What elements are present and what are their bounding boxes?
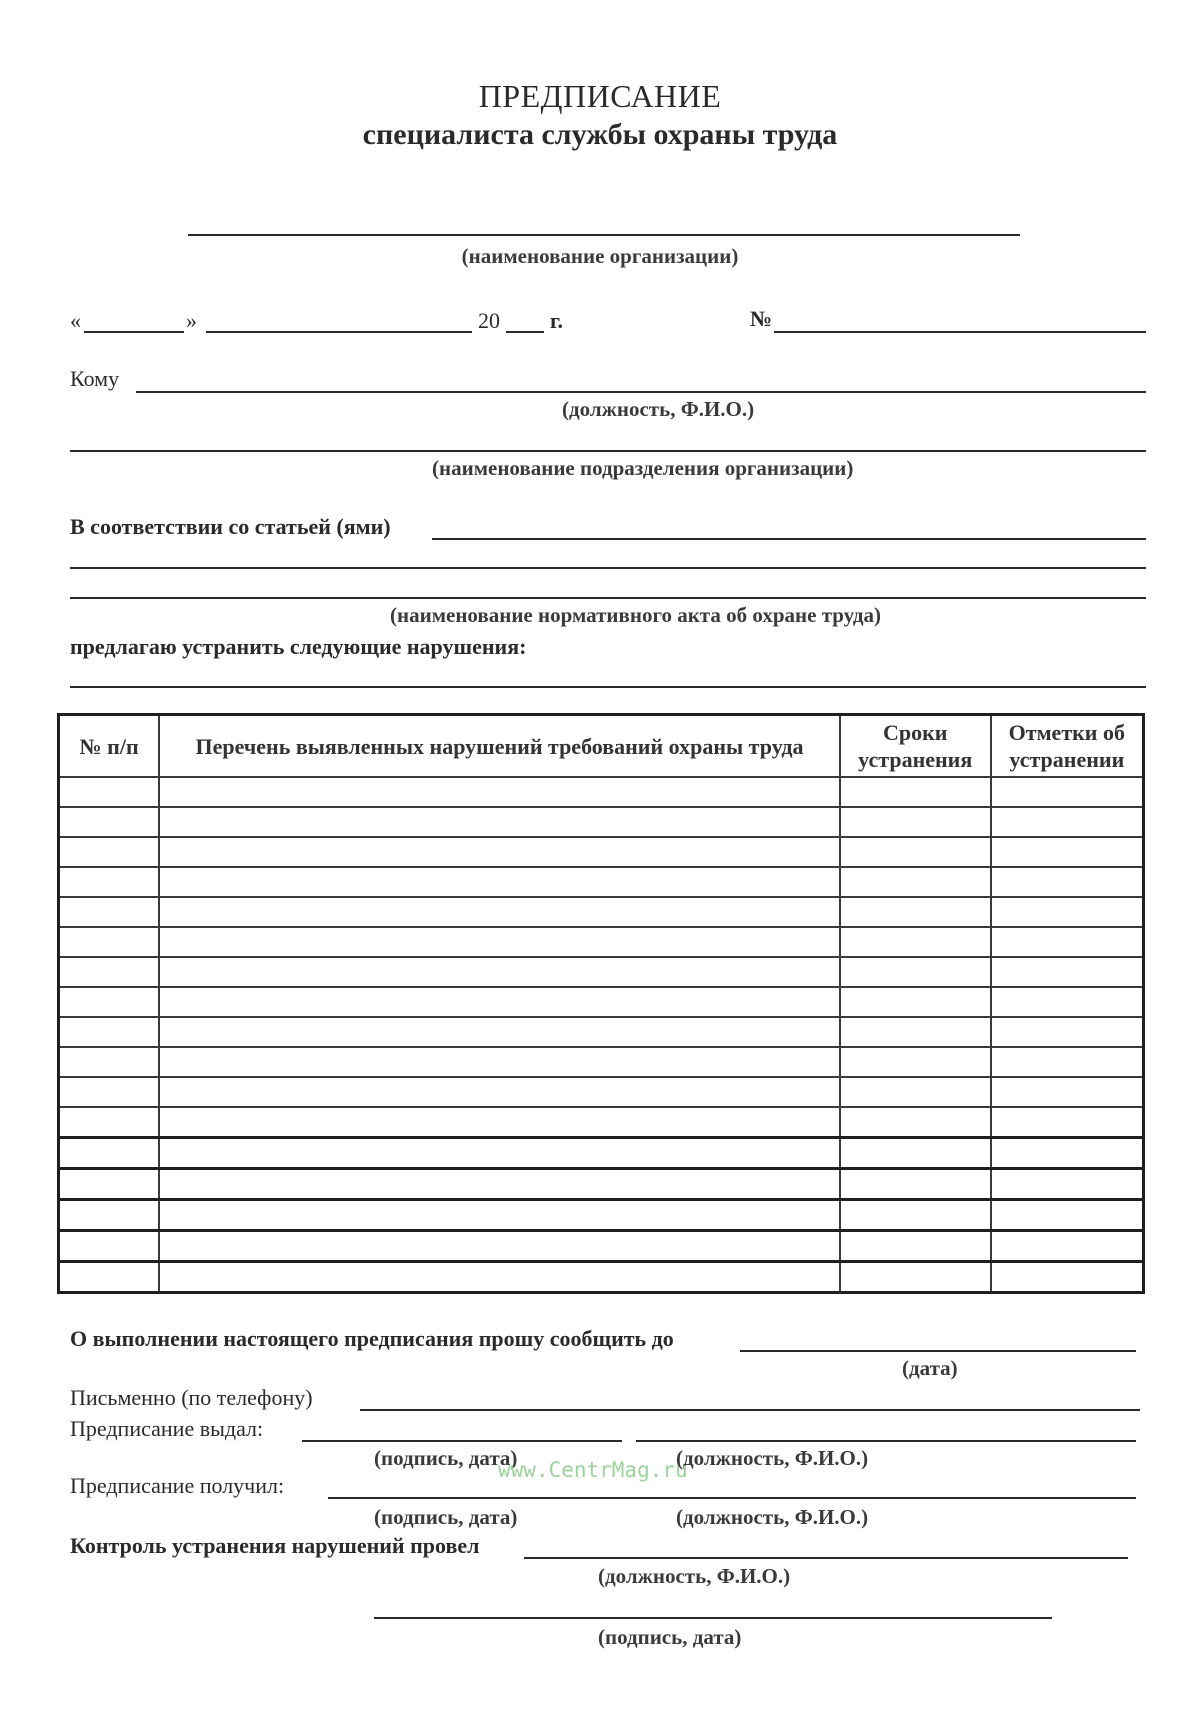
table-cell[interactable] xyxy=(840,1231,991,1262)
table-cell[interactable] xyxy=(59,1138,160,1169)
issued-signature-caption: (подпись, дата) xyxy=(374,1446,518,1470)
table-cell[interactable] xyxy=(840,1107,991,1138)
table-header-row xyxy=(59,715,1144,778)
date-open-quote: « xyxy=(70,308,81,333)
table-cell[interactable] xyxy=(159,927,840,957)
table-cell[interactable] xyxy=(59,957,160,987)
table-cell[interactable] xyxy=(991,837,1144,867)
received-field[interactable] xyxy=(328,1497,1136,1499)
document-subtitle: специалиста службы охраны труда xyxy=(362,118,838,151)
table-cell[interactable] xyxy=(59,837,160,867)
table-cell[interactable] xyxy=(840,807,991,837)
issued-by-label: Предписание выдал: xyxy=(70,1416,264,1441)
table-cell[interactable] xyxy=(991,1169,1144,1200)
table-cell[interactable] xyxy=(59,1169,160,1200)
table-body xyxy=(59,777,1144,1293)
table-row xyxy=(59,807,1144,837)
table-cell[interactable] xyxy=(840,1262,991,1293)
table-cell[interactable] xyxy=(59,777,160,807)
table-row xyxy=(59,1262,1144,1293)
table-cell[interactable] xyxy=(991,1200,1144,1231)
in-writing-field[interactable] xyxy=(360,1409,1140,1411)
table-cell[interactable] xyxy=(159,1200,840,1231)
control-field[interactable] xyxy=(524,1557,1128,1559)
table-cell[interactable] xyxy=(840,1138,991,1169)
article-field-3[interactable] xyxy=(70,597,1146,599)
header-marks: Отметки об устранении xyxy=(991,715,1144,778)
table-cell[interactable] xyxy=(159,1077,840,1107)
table-cell[interactable] xyxy=(159,777,840,807)
header-number: № п/п xyxy=(59,715,160,778)
table-cell[interactable] xyxy=(59,1231,160,1262)
table-row xyxy=(59,1107,1144,1138)
table-cell[interactable] xyxy=(159,867,840,897)
control-label: Контроль устранения нарушений провел xyxy=(70,1533,480,1558)
day-field[interactable] xyxy=(84,331,184,333)
article-field[interactable] xyxy=(432,538,1146,540)
department-field[interactable] xyxy=(70,450,1146,452)
table-cell[interactable] xyxy=(840,867,991,897)
table-cell[interactable] xyxy=(59,1017,160,1047)
department-caption: (наименование подразделения организации) xyxy=(432,456,854,480)
table-row xyxy=(59,1231,1144,1262)
to-label: Кому xyxy=(70,366,120,391)
date-close-quote: » xyxy=(186,308,197,333)
table-cell[interactable] xyxy=(59,867,160,897)
position-caption: (должность, Ф.И.О.) xyxy=(562,397,755,421)
table-cell[interactable] xyxy=(840,1077,991,1107)
table-cell[interactable] xyxy=(159,1107,840,1138)
organization-line[interactable] xyxy=(188,234,1020,236)
month-field[interactable] xyxy=(206,331,472,333)
number-field[interactable] xyxy=(774,331,1146,333)
table-cell[interactable] xyxy=(159,807,840,837)
table-cell[interactable] xyxy=(991,1077,1144,1107)
table-cell[interactable] xyxy=(991,1107,1144,1138)
table-cell[interactable] xyxy=(159,1262,840,1293)
table-cell[interactable] xyxy=(991,867,1144,897)
table-cell[interactable] xyxy=(159,1017,840,1047)
table-cell[interactable] xyxy=(159,1138,840,1169)
table-row xyxy=(59,1017,1144,1047)
table-cell[interactable] xyxy=(840,987,991,1017)
table-cell[interactable] xyxy=(59,1077,160,1107)
table-row xyxy=(59,1169,1144,1200)
table-cell[interactable] xyxy=(991,897,1144,927)
according-to-label: В соответствии со статьей (ями) xyxy=(70,514,391,539)
table-cell[interactable] xyxy=(159,897,840,927)
table-cell[interactable] xyxy=(840,1169,991,1200)
report-date-field[interactable] xyxy=(740,1350,1136,1352)
table-cell[interactable] xyxy=(991,1231,1144,1262)
in-writing-label: Письменно (по телефону) xyxy=(70,1385,313,1410)
article-field-2[interactable] xyxy=(70,567,1146,569)
table-cell[interactable] xyxy=(159,957,840,987)
table-cell[interactable] xyxy=(840,927,991,957)
table-cell[interactable] xyxy=(991,1017,1144,1047)
report-until-label: О выполнении настоящего предписания прошу сообщить до xyxy=(70,1326,674,1351)
table-cell[interactable] xyxy=(991,987,1144,1017)
issued-signature-field[interactable] xyxy=(302,1440,622,1442)
table-cell[interactable] xyxy=(59,897,160,927)
table-row xyxy=(59,867,1144,897)
normative-act-caption: (наименование нормативного акта об охране труда) xyxy=(390,603,881,627)
table-row xyxy=(59,927,1144,957)
table-cell[interactable] xyxy=(159,987,840,1017)
organization-caption: (наименование организации) xyxy=(461,244,739,268)
table-cell[interactable] xyxy=(840,1017,991,1047)
table-cell[interactable] xyxy=(840,777,991,807)
table-cell[interactable] xyxy=(840,897,991,927)
table-cell[interactable] xyxy=(991,777,1144,807)
table-cell[interactable] xyxy=(159,1231,840,1262)
table-cell[interactable] xyxy=(59,1047,160,1077)
table-cell[interactable] xyxy=(840,957,991,987)
issued-position-field[interactable] xyxy=(636,1440,1136,1442)
violations-table xyxy=(57,713,1145,1294)
table-cell[interactable] xyxy=(991,1138,1144,1169)
control-signature-field[interactable] xyxy=(374,1617,1052,1619)
header-violations: Перечень выявленных нарушений требований охраны труда xyxy=(159,715,840,778)
to-field[interactable] xyxy=(136,391,1146,393)
received-position-caption: (должность, Ф.И.О.) xyxy=(676,1505,869,1529)
table-cell[interactable] xyxy=(59,987,160,1017)
table-cell[interactable] xyxy=(59,1107,160,1138)
control-position-caption: (должность, Ф.И.О.) xyxy=(598,1564,791,1588)
year-field[interactable] xyxy=(506,331,544,333)
table-cell[interactable] xyxy=(159,837,840,867)
table-cell[interactable] xyxy=(159,1047,840,1077)
table-cell[interactable] xyxy=(991,807,1144,837)
number-label: № xyxy=(750,306,773,331)
watermark: www.CentrMag.ru xyxy=(498,1458,688,1482)
table-cell[interactable] xyxy=(991,1047,1144,1077)
table-cell[interactable] xyxy=(840,1200,991,1231)
date-caption: (дата) xyxy=(902,1356,958,1380)
table-cell[interactable] xyxy=(991,1262,1144,1293)
table-cell[interactable] xyxy=(59,1200,160,1231)
issued-position-caption: (должность, Ф.И.О.) xyxy=(676,1446,869,1470)
propose-label: предлагаю устранить следующие нарушения: xyxy=(70,634,527,659)
received-signature-caption: (подпись, дата) xyxy=(374,1505,518,1529)
table-cell[interactable] xyxy=(159,1169,840,1200)
table-row xyxy=(59,987,1144,1017)
year-suffix: г. xyxy=(550,308,564,333)
table-row xyxy=(59,1138,1144,1169)
table-row xyxy=(59,1200,1144,1231)
table-cell[interactable] xyxy=(59,807,160,837)
control-signature-caption: (подпись, дата) xyxy=(598,1625,742,1649)
table-cell[interactable] xyxy=(59,1262,160,1293)
table-row xyxy=(59,837,1144,867)
table-cell[interactable] xyxy=(59,927,160,957)
year-prefix: 20 xyxy=(478,308,500,333)
table-row xyxy=(59,897,1144,927)
table-row xyxy=(59,957,1144,987)
received-by-label: Предписание получил: xyxy=(70,1473,285,1498)
table-cell[interactable] xyxy=(840,1047,991,1077)
table-cell[interactable] xyxy=(991,927,1144,957)
header-deadlines: Сроки устранения xyxy=(840,715,991,778)
table-row xyxy=(59,777,1144,807)
table-cell[interactable] xyxy=(840,837,991,867)
document-title: ПРЕДПИСАНИЕ xyxy=(478,78,722,114)
table-row xyxy=(59,1047,1144,1077)
table-cell[interactable] xyxy=(991,957,1144,987)
violations-intro-field[interactable] xyxy=(70,686,1146,688)
table-row xyxy=(59,1077,1144,1107)
